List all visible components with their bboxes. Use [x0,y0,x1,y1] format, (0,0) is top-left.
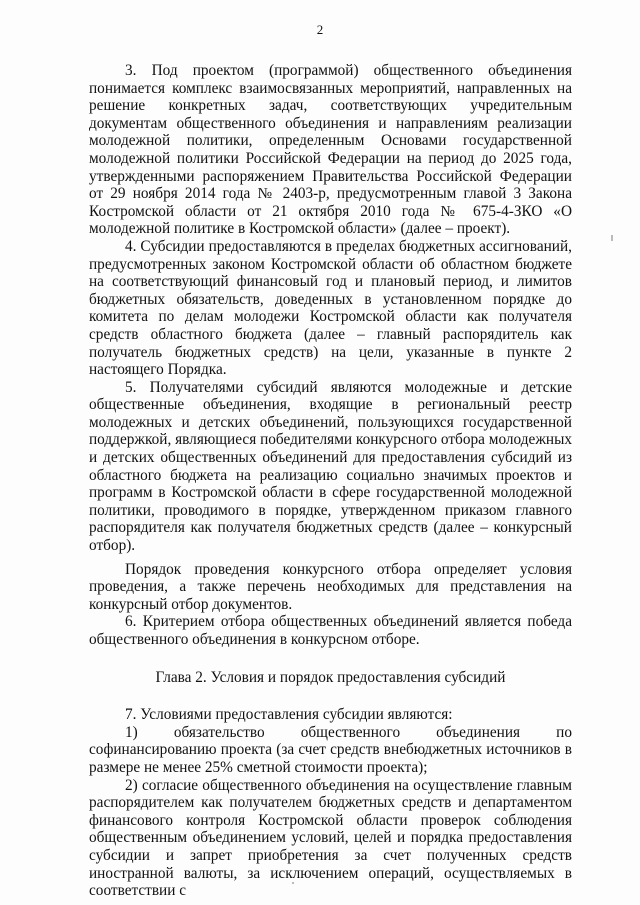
paragraph-5-contest-order: Порядок проведения конкурсного отбора определяет условия проведения, а также перечень необходимых для представления на конкурсный отбор документов. [89,560,572,613]
chapter-2-heading: Глава 2. Условия и порядок предоставления субсидий [155,668,506,686]
paragraph-5: 5. Получателями субсидий являются молодежные и детские общественные объединения, входящие в региональный реестр молодежных и детских объединений, пользующихся государственной поддержкой, являющиеся победителями конкурсного отбора молодежных и детских общественных объединений для предоставления субсидий из областного бюджета на реализацию социально значимых проектов и программ в Костромской области в сфере государственной молодежной политики, проводимого в порядке, утвержденном приказом главного распорядителя как получателя бюджетных средств (далее – конкурсный отбор). [89,378,572,555]
scan-mark [611,235,613,241]
scan-dot [292,882,294,884]
paragraph-6: 6. Критерием отбора общественных объединений является победа общественного объединения в конкурсном отборе. [89,613,572,648]
paragraph-7: 7. Условиями предоставления субсидии являются: [125,706,453,724]
document-body [89,62,572,900]
paragraph-7-item-1: 1) обязательство общественного объединения по софинансированию проекта (за счет средств внебюджетных источников в размере не менее 25% сметной стоимости проекта); [89,723,572,776]
paragraph-7-item-2: 2) согласие общественного объединения на осуществление главным распорядителем как получателем бюджетных средств и департаментом финансового контроля Костромской области проверок соблюдения общественным объединением условий, целей и порядка предоставления субсидии и запрет приобретения за счет полученных средств иностранной валюты, за исключением операций, осуществляемых в соответствии с [89,776,572,900]
paragraph-3: 3. Под проектом (программой) общественного объединения понимается комплекс взаимосвязанных мероприятий, направленных на решение конкретных задач, соответствующих учредительным документам общественного объединения и направлениям реализации молодежной политики, определенным Основами государственной молодежной политики Российской Федерации на период до 2025 года, утвержденными распоряжением Правительства Российской Федерации от 29 ноября 2014 года № 2403-р, предусмотренным главой 3 Закона Костромской области от 21 октября 2010 года № 675-4-ЗКО «О молодежной политике в Костромской области» (далее – проект). [89,62,572,238]
page-number: 2 [316,22,324,37]
paragraph-4: 4. Субсидии предоставляются в пределах бюджетных ассигнований, предусмотренных законом Костромской области об областном бюджете на соответствующий финансовый год и плановый период, и лимитов бюджетных обязательств, доведенных в установленном порядке до комитета по делам молодежи Костромской области как получателя средств областного бюджета (далее – главный распорядитель как получатель бюджетных средств) на цели, указанные в пункте 2 настоящего Порядка. [89,237,572,379]
